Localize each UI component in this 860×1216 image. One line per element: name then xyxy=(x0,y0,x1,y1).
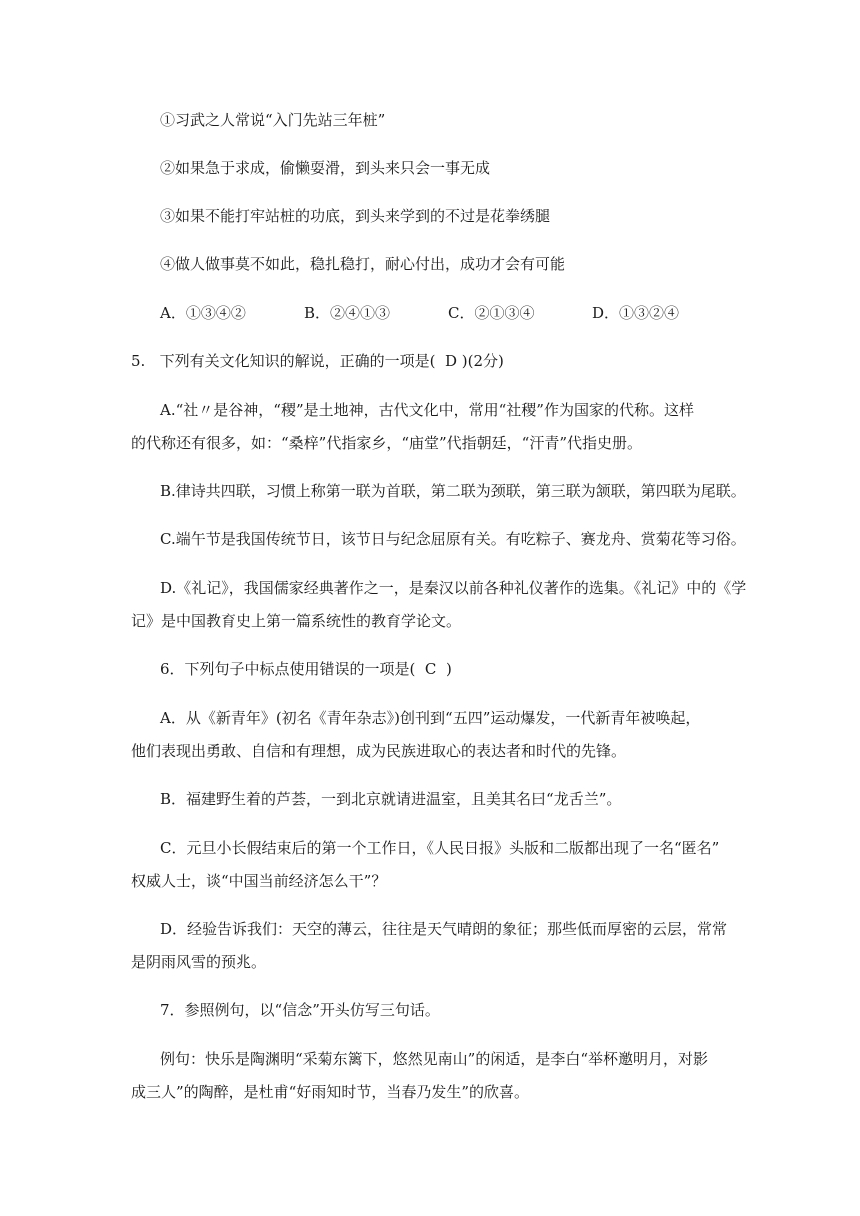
q6-option-a-line-1: A．从《新青年》(初名《青年杂志》)创刊到“五四”运动爆发，一代新青年被唤起， xyxy=(160,709,701,727)
q4-option-c: C．②①③④ xyxy=(448,304,535,322)
q7-example-line-1: 例句：快乐是陶渊明“采菊东篱下，悠然见南山”的闲适，是李白“举杯邀明月，对影 xyxy=(160,1050,709,1068)
q5-stem: 5. 下列有关文化知识的解说，正确的一项是( D )(2分) xyxy=(131,352,504,370)
q6-stem: 6．下列句子中标点使用错误的一项是( C ) xyxy=(160,660,452,678)
q6-option-b: B．福建野生着的芦荟，一到北京就请进温室，且美其名曰“龙舌兰”。 xyxy=(160,790,622,808)
q5-option-b: B.律诗共四联，习惯上称第一联为首联，第二联为颈联，第三联为颔联，第四联为尾联。 xyxy=(160,482,746,500)
q5-option-a-line-1: A.“社〃是谷神，“稷”是土地神，古代文化中，常用“社稷”作为国家的代称。这样 xyxy=(160,401,694,419)
q6-option-d-line-2: 是阴雨风雪的预兆。 xyxy=(131,953,267,971)
q4-options xyxy=(160,303,700,323)
q4-option-a: A．①③④② xyxy=(160,304,246,322)
q5-option-d-line-1: D.《礼记》，我国儒家经典著作之一，是秦汉以前各种礼仪著作的选集。《礼记》中的《学 xyxy=(160,579,747,597)
q4-sentence-2: ②如果急于求成，偷懒耍滑，到头来只会一事无成 xyxy=(160,159,491,177)
q4-sentence-1: ①习武之人常说“入门先站三年桩” xyxy=(160,111,386,129)
q5-option-a-line-2: 的代称还有很多，如：“桑梓”代指家乡，“庙堂”代指朝廷，“汗青”代指史册。 xyxy=(131,434,643,452)
q4-sentence-4: ④做人做事莫不如此，稳扎稳打，耐心付出，成功才会有可能 xyxy=(160,255,566,273)
q5-option-c: C.端午节是我国传统节日，该节日与纪念屈原有关。有吃粽子、赛龙舟、赏菊花等习俗。 xyxy=(160,530,746,548)
q4-option-b: B．②④①③ xyxy=(304,304,391,322)
q7-example-line-2: 成三人”的陶醉，是杜甫“好雨知时节，当春乃发生”的欣喜。 xyxy=(131,1083,530,1101)
q4-sentence-3: ③如果不能打牢站桩的功底，到头来学到的不过是花拳绣腿 xyxy=(160,207,551,225)
q7-stem: 7．参照例句，以“信念”开头仿写三句话。 xyxy=(160,1001,440,1019)
q6-option-a-line-2: 他们表现出勇敢、自信和有理想，成为民族进取心的表达者和时代的先锋。 xyxy=(131,742,627,760)
q6-option-c-line-1: C．元旦小长假结束后的第一个工作日，《人民日报》头版和二版都出现了一名“匿名” xyxy=(160,839,720,857)
q5-option-d-line-2: 记》是中国教育史上第一篇系统性的教育学论文。 xyxy=(131,612,462,630)
q6-option-d-line-1: D．经验告诉我们：天空的薄云，往往是天气晴朗的象征；那些低而厚密的云层，常常 xyxy=(160,920,728,938)
q6-option-c-line-2: 权威人士，谈“中国当前经济怎么干”？ xyxy=(131,872,387,890)
q4-option-d: D．①③②④ xyxy=(592,304,680,322)
